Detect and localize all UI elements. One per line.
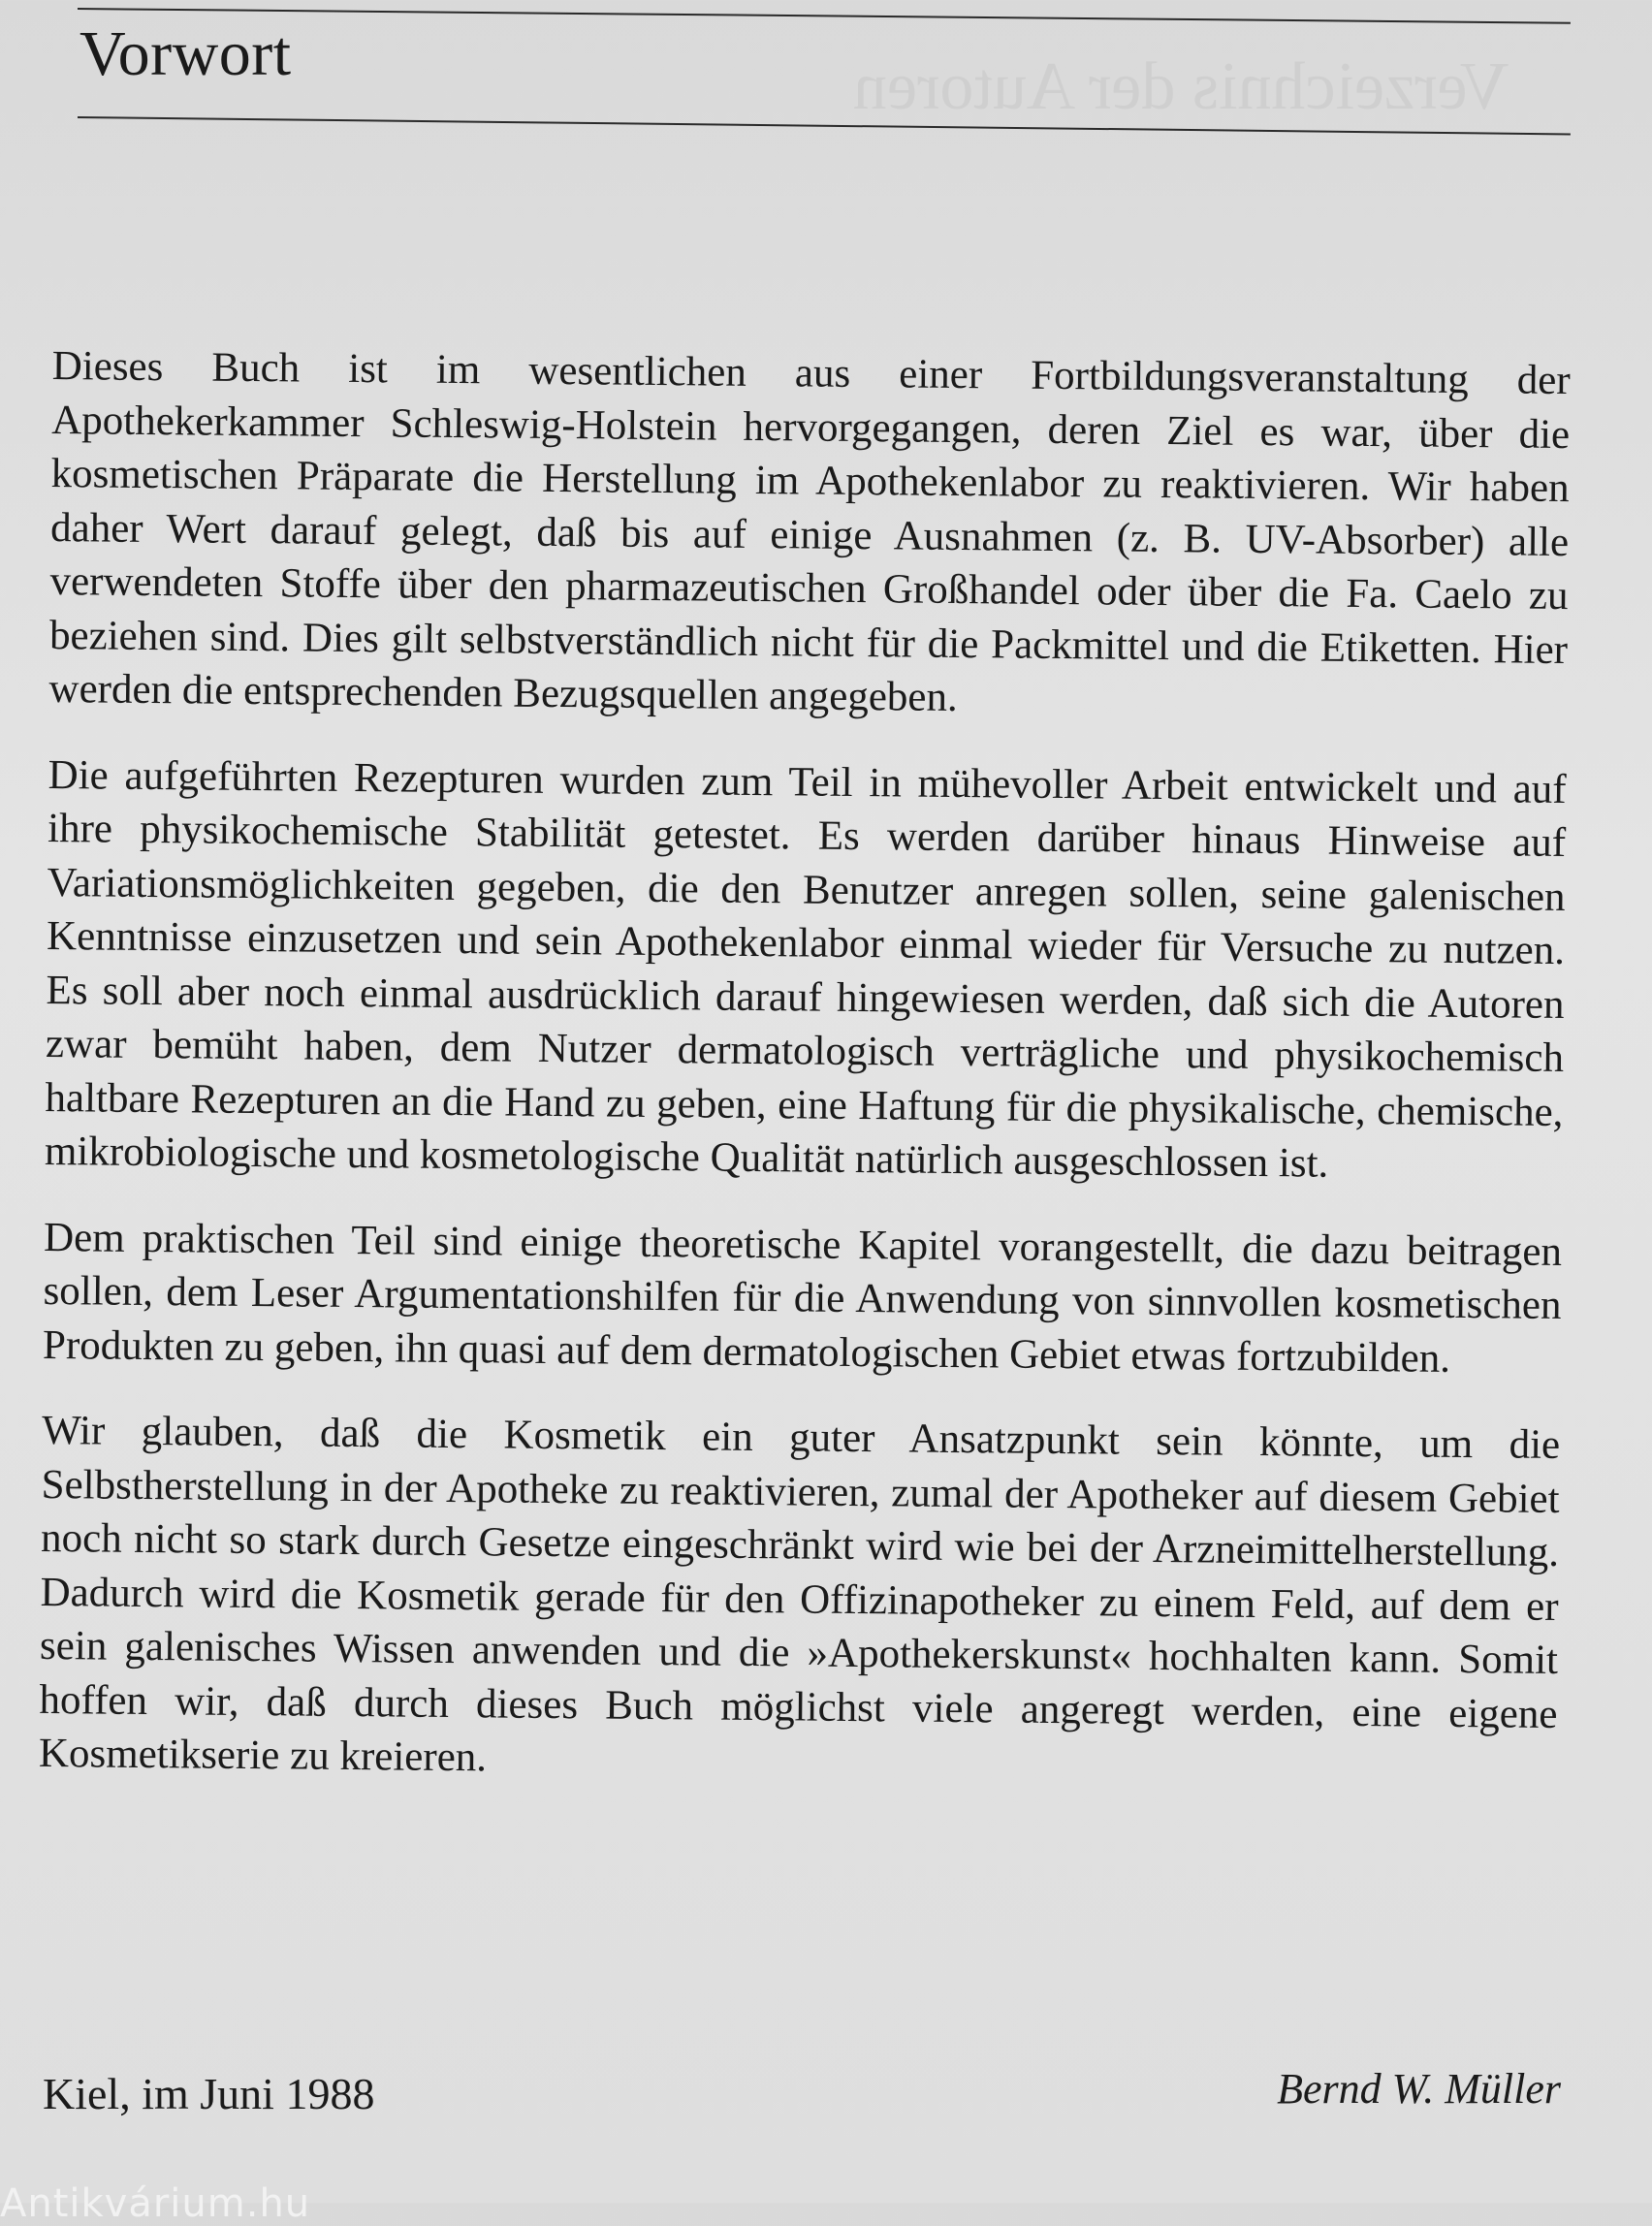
show-through-title: Verzeichnis der Autoren: [853, 49, 1509, 124]
foreword-body: [38, 339, 1571, 1827]
place-date: Kiel, im Juni 1988: [43, 2069, 375, 2118]
paragraph-4: Wir glauben, daß die Kosmetik ein guter Ansatzpunkt sein könnte, um die Selbstherstellung in der Apotheke zu reaktivieren, zumal der Apotheker auf diesem Gebiet noch nicht so stark durch Gesetze eingeschränkt wird wie bei der Arzneimittelherstellung. Dadurch wird die Kosmetik gerade für den Offizinapotheker zu einem Feld, auf dem er sein galenisches Wissen anwenden und die »Apothekerskunst« hochhalten kann. Somit hoffen wir, daß durch dieses Buch möglichst viele angeregt werden, eine eigene Kosmetikserie zu kreieren.: [38, 1407, 1561, 1781]
paragraph-3: Dem praktischen Teil sind einige theoretische Kapitel vorangestellt, die dazu beitragen sollen, dem Leser Argumentationshilfen für die Anwendung von sinnvollen kosmetischen Produkten zu geben, ihn quasi auf dem dermatologischen Gebiet etwas fortzubilden.: [42, 1214, 1563, 1382]
chapter-title: Vorwort: [79, 18, 292, 89]
author-signature: Bernd W. Müller: [1277, 2065, 1561, 2113]
paragraph-1: Dieses Buch ist im wesentlichen aus einer Fortbildungsveranstaltung der Apothekerkammer Schleswig-Holstein hervorgegangen, deren Ziel es war, über die kosmetischen Präparate die Herstellung im Apothekenlabor zu reaktivieren. Wir haben daher Wert darauf gelegt, daß bis auf einige Ausnahmen (z. B. UV-Absorber) alle verwendeten Stoffe über den pharmazeutischen Großhandel oder über die Fa. Caelo zu beziehen sind. Dies gilt selbstverständlich nicht für die Packmittel und die Etiketten. Hier werden die entsprechenden Bezugsquellen angegeben.: [48, 342, 1571, 720]
watermark: Antikvárium.hu: [0, 2181, 311, 2226]
paragraph-2: Die aufgeführten Rezepturen wurden zum Teil in mühevoller Arbeit entwickelt und auf ihre physikochemische Stabilität getestet. Es werden darüber hinaus Hinweise auf Variationsmöglichkeiten gegeben, die den Benutzer anregen sollen, seine galenischen Kenntnisse einzusetzen und sein Apothekenlabor einmal wieder für Versuche zu nutzen. Es soll aber noch einmal ausdrücklich darauf hingewiesen werden, daß sich die Autoren zwar bemüht haben, dem Nutzer dermatologisch verträgliche und physikochemisch haltbare Rezepturen an die Hand zu geben, eine Haftung für die physikalische, chemische, mikrobiologische und kosmetologische Qualität natürlich ausgeschlossen ist.: [44, 751, 1567, 1187]
header-top-rule: [78, 8, 1571, 24]
